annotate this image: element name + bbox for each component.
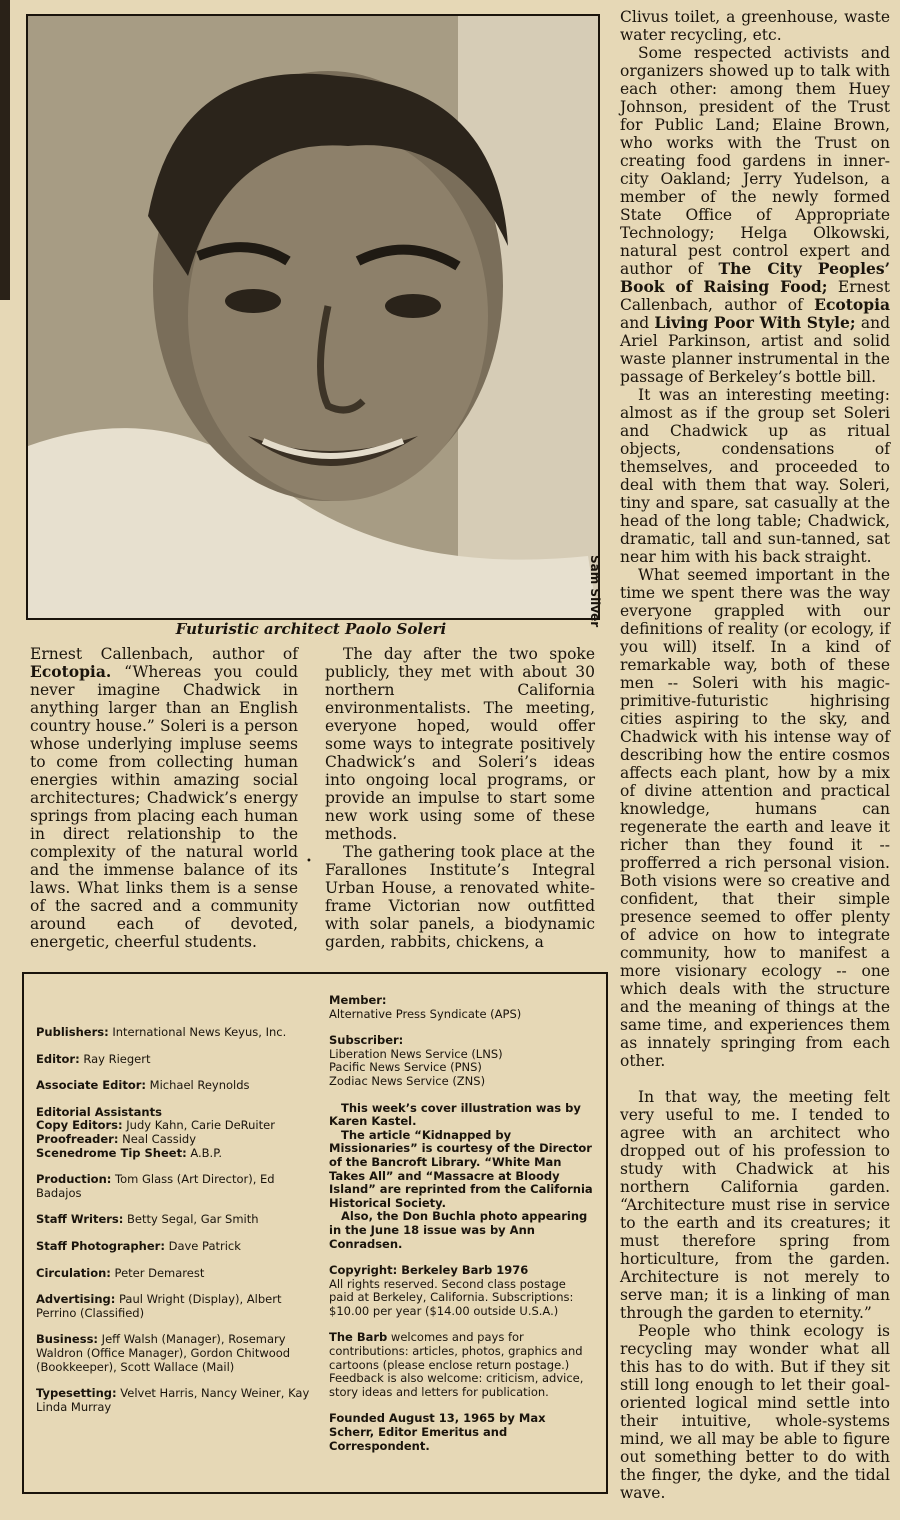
col2-paragraph-2: The gathering took place at the Farallones Institute’s Integral Urban House, a renovated white-frame Victorian now outfitted with solar panels, a biodynamic garden, rabbits, chickens, a [325, 843, 595, 951]
value: Liberation News Service (LNS) [329, 1046, 503, 1061]
photo-caption: Futuristic architect Paolo Soleri [175, 620, 447, 638]
label: Production: [36, 1172, 112, 1187]
value: Jeff Walsh (Manager), Rosemary Waldron (Office Manager), Gordon Chitwood (Bookkeeper), Scott Wallace (Mail) [36, 1332, 291, 1374]
masthead-founded [329, 1412, 594, 1453]
label: Copyright: Berkeley Barb 1976 [329, 1263, 529, 1278]
masthead-box [22, 972, 608, 1494]
value: Judy Kahn, Carie DeRuiter [122, 1118, 275, 1133]
value: Velvet Harris, Nancy Weiner, Kay Linda Murray [36, 1386, 310, 1414]
masthead-member [329, 994, 594, 1021]
col3-paragraph-1 [620, 44, 890, 386]
masthead-editorial-assistants [36, 1106, 318, 1160]
label: Business: [36, 1332, 99, 1347]
photo-credit: Sam Silver [588, 555, 602, 628]
text-span: and [620, 314, 655, 332]
label: Subscriber: [329, 1033, 404, 1048]
label: Editorial Assistants [36, 1104, 162, 1119]
col3-paragraph-4: In that way, the meeting felt very useful to me. I tended to agree with an architect who dropped out of his profession to study with Chadwick at his northern California garden. “Architecture must rise in service to the earth and its creatures; it must therefore spring from horticulture, from the garden. Architecture is not merely to serve man; it is a linking of man through the garden to eternity.” [620, 1088, 890, 1322]
value: Alternative Press Syndicate (APS) [329, 1006, 522, 1021]
value: Pacific News Service (PNS) [329, 1060, 482, 1075]
value: All rights reserved. Second class postage paid at Berkeley, California. Subscriptions: $10.00 per year ($14.00 outside U.S.A.) [329, 1276, 574, 1318]
article-column-2 [325, 645, 595, 951]
value: The article “Kidnapped by Missionaries” is courtesy of the Director of the Bancroft Library. “White Man Takes All” and “Massacre at Bloody Island” are reprinted from the California Historical Society. [329, 1127, 593, 1210]
value: A.B.P. [186, 1145, 222, 1160]
value: Also, the Don Buchla photo appearing in the June 18 issue was by Ann Conradsen. [329, 1209, 588, 1251]
masthead-staff-list [36, 1026, 318, 1427]
masthead-staff-writers [36, 1213, 318, 1227]
value: Zodiac News Service (ZNS) [329, 1073, 486, 1088]
value: Paul Wright (Display), Albert Perrino (Classified) [36, 1292, 282, 1320]
masthead-typesetting [36, 1387, 318, 1414]
col3-paragraph-3: What seemed important in the time we spent there was the way everyone grappled with our definitions of reality (or ecology, if you will) itself. In a kind of remarkable way, both of these men -- Soleri with his magic-primitive-futuristic highrising cities aspiring to the sky, and Chadwick with his intense way of describing how the entire cosmos affects each plant, how by a mix of divine attention and practical knowledge, humans can regenerate the earth and leave it richer than they found it -- profferred a rich personal vision. Both visions were so creative and confident, that their simple presence seemed to offer plenty of advice on how to integrate community, how to manifest a more visionary ecology -- one which deals with the structure and the meaning of things at the same time, and experiences them as innately springing from each other. [620, 566, 890, 1070]
value: Founded August 13, 1965 by Max Scherr, Editor Emeritus and Correspondent. [329, 1411, 546, 1453]
value: Peter Demarest [110, 1265, 205, 1280]
value: Ray Riegert [79, 1051, 151, 1066]
text-span: Ernest Callenbach, author of [30, 645, 298, 663]
article-column-3 [620, 8, 890, 1502]
text-span: and Ariel Parkinson, artist and solid waste planner instrumental in the passage of Berkeley’s bottle bill. [620, 314, 890, 386]
label: Editor: [36, 1051, 80, 1066]
value: Dave Patrick [164, 1238, 241, 1253]
text-span: “Whereas you could never imagine Chadwick in anything larger than an English country house.” Soleri is a person whose underlying impluse seems to come from collecting human energies within amazing social architectures; Chadwick’s energy springs from placing each human in direct relationship to the complexity of the natural world and the immense balance of its laws. What links them is a sense of the sacred and a community around each of devoted, energetic, cheerful students. [30, 663, 298, 951]
portrait-photo [26, 14, 600, 620]
label: Proofreader: [36, 1131, 119, 1146]
bullet-dot-icon: • [306, 856, 312, 867]
masthead-subscriber [329, 1034, 594, 1088]
text-span: Ernest Callenbach, author of [620, 278, 890, 314]
masthead-photographer [36, 1240, 318, 1254]
value: This week’s cover illustration was by Karen Kastel. [329, 1100, 581, 1129]
label: Typesetting: [36, 1386, 117, 1401]
book-title: Ecotopia. [30, 662, 112, 681]
label: Advertising: [36, 1292, 116, 1307]
label: Staff Writers: [36, 1212, 124, 1227]
value: welcomes and pays for contributions: articles, photos, graphics and cartoons (please enclose return postage.) Feedback is also welcome: criticism, advice, story ideas and letters for publication. [329, 1330, 584, 1399]
label: Scenedrome Tip Sheet: [36, 1145, 187, 1160]
label: Copy Editors: [36, 1118, 123, 1133]
col3-paragraph-0: Clivus toilet, a greenhouse, waste water recycling, etc. [620, 8, 890, 44]
col1-paragraph [30, 645, 298, 951]
masthead-associate-editor [36, 1079, 318, 1093]
masthead-editor [36, 1053, 318, 1067]
page-edge-strip [0, 0, 10, 300]
value: Michael Reynolds [146, 1078, 250, 1093]
label: The Barb [329, 1330, 388, 1345]
masthead-business [36, 1333, 318, 1374]
masthead-info [329, 994, 594, 1466]
label: Staff Photographer: [36, 1238, 165, 1253]
masthead-advertising [36, 1293, 318, 1320]
portrait-photo-icon [28, 16, 598, 618]
masthead-circulation [36, 1267, 318, 1281]
col2-paragraph-1: The day after the two spoke publicly, they met with about 30 northern California environmentalists. The meeting, everyone hoped, would offer some ways to integrate positively Chadwick’s and Soleri’s ideas into ongoing local programs, or provide an impulse to start some new work using some of these methods. [325, 645, 595, 843]
label: Publishers: [36, 1025, 109, 1039]
masthead-production [36, 1173, 318, 1200]
masthead-cover-credit [329, 1102, 594, 1129]
masthead-publishers [36, 1026, 318, 1040]
masthead-photo-credit [329, 1210, 594, 1251]
masthead-article-credit [329, 1129, 594, 1211]
label: Associate Editor: [36, 1078, 147, 1093]
value: Neal Cassidy [118, 1131, 197, 1146]
value: International News Keyus, Inc. [108, 1025, 287, 1039]
masthead-copyright [329, 1264, 594, 1318]
book-title: Living Poor With Style; [654, 313, 856, 332]
col3-paragraph-5: People who think ecology is recycling may wonder what all this has to do with. But if they sit still long enough to let their goal-oriented logical mind settle into their intuitive, whole-systems mind, we all may be able to figure out something better to do with the finger, the dyke, and the tidal wave. [620, 1322, 890, 1502]
article-column-1 [30, 645, 298, 951]
book-title: Ecotopia [814, 295, 890, 314]
label: Member: [329, 993, 387, 1007]
book-title: The City Peoples’ Book of Raising Food; [620, 259, 890, 296]
value: Tom Glass (Art Director), Ed Badajos [36, 1172, 275, 1200]
label: Circulation: [36, 1265, 111, 1280]
masthead-contributions [329, 1331, 594, 1399]
value: Betty Segal, Gar Smith [123, 1212, 259, 1227]
col3-paragraph-2: It was an interesting meeting: almost as if the group set Soleri and Chadwick up as ritual objects, condensations of themselves, and proceeded to deal with them that way. Soleri, tiny and spare, sat casually at the head of the long table; Chadwick, dramatic, tall and sun-tanned, sat near him with his back straight. [620, 386, 890, 566]
text-span: Some respected activists and organizers showed up to talk with each other: among them Huey Johnson, president of the Trust for Public Land; Elaine Brown, who works with the Trust on creating food gardens in inner-city Oakland; Jerry Yudelson, a member of the newly formed State Office of Appropriate Technology; Helga Olkowski, natural pest control expert and author of [620, 44, 890, 278]
